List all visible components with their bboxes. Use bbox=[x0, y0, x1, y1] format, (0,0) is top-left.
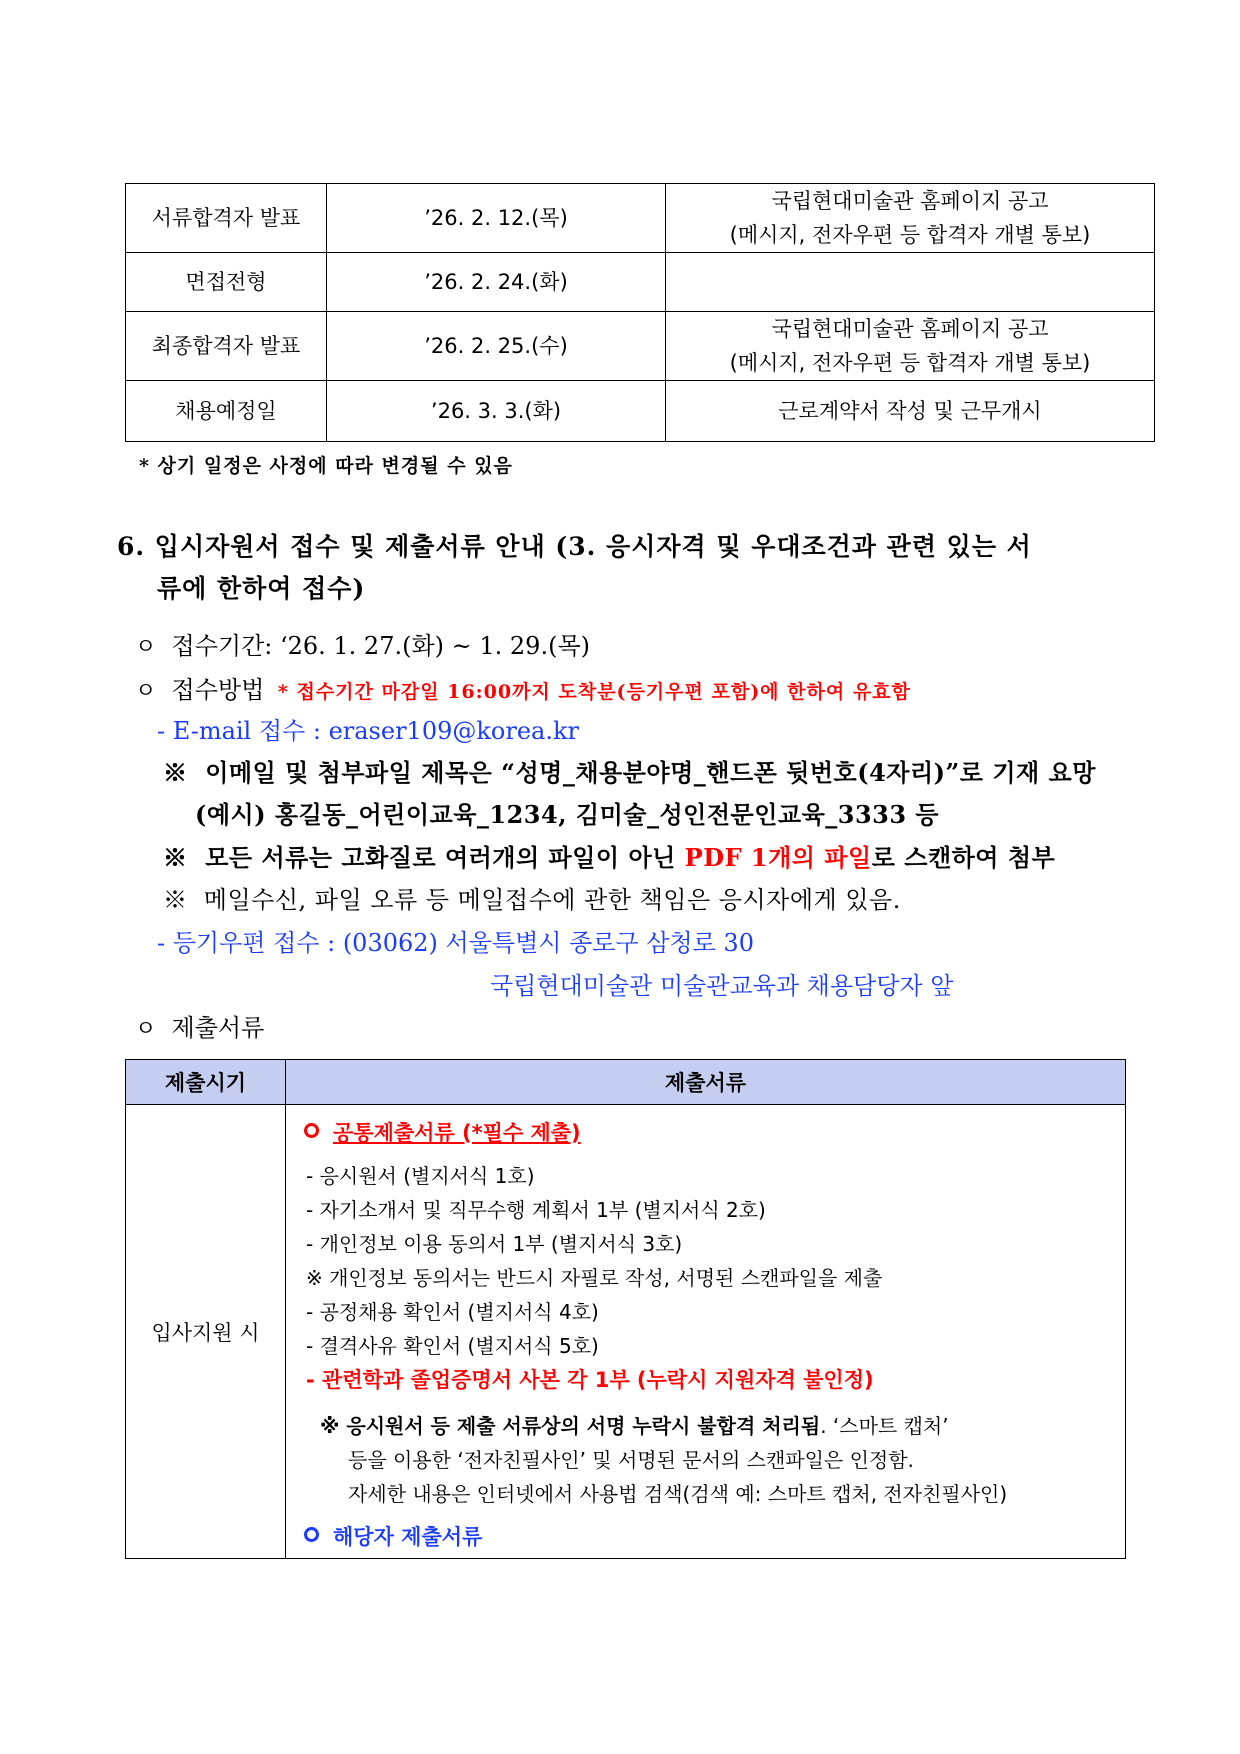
list-item: - 자기소개서 및 직무수행 계획서 1부 (별지서식 2호) bbox=[306, 1198, 766, 1222]
sign-note-line: 자세한 내용은 인터넷에서 사용법 검색(검색 예: 스마트 캡처, 전자친필사인) bbox=[348, 1482, 1008, 1506]
method-line bbox=[135, 670, 911, 705]
when-cell: 입사지원 시 bbox=[126, 1105, 286, 1559]
note-mark-icon: ※ bbox=[163, 886, 188, 914]
post-line-recipient: 국립현대미술관 미술관교육과 채용담당자 앞 bbox=[490, 972, 954, 1000]
schedule-table bbox=[125, 183, 1155, 442]
list-item: ※ 개인정보 동의서는 반드시 자필로 작성, 서명된 스캔파일을 제출 bbox=[306, 1266, 883, 1290]
period-line bbox=[135, 626, 590, 661]
note-line: (메시지, 전자우편 등 합격자 개별 통보) bbox=[729, 223, 1091, 247]
date-cell: ’26. 2. 25.(수) bbox=[327, 312, 666, 381]
note-title-format bbox=[163, 753, 1096, 788]
documents-table bbox=[125, 1059, 1126, 1559]
method-warning: * 접수기간 마감일 16:00까지 도착분(등기우편 포함)에 한하여 유효함 bbox=[277, 681, 911, 703]
circle-bullet-icon bbox=[304, 1527, 319, 1542]
list-item: - 응시원서 (별지서식 1호) bbox=[306, 1164, 535, 1188]
note-pdf bbox=[163, 838, 1055, 873]
table-row bbox=[126, 253, 1155, 312]
sign-note: ※ 응시원서 등 제출 서류상의 서명 누락시 불합격 처리됨. ‘스마트 캡처’ bbox=[320, 1414, 949, 1438]
date-cell: ’26. 2. 12.(목) bbox=[327, 184, 666, 253]
section-title-line: 류에 한하여 접수) bbox=[157, 574, 366, 603]
section-title-line: 6. 입시자원서 접수 및 제출서류 안내 (3. 응시자격 및 우대조건과 관련 있는 서 bbox=[117, 532, 1032, 561]
docs-label: 제출서류 bbox=[171, 1014, 265, 1042]
period-text: 접수기간: ‘26. 1. 27.(화) ~ 1. 29.(목) bbox=[171, 632, 590, 660]
docs-cell bbox=[286, 1105, 1126, 1559]
list-item: - 공정채용 확인서 (별지서식 4호) bbox=[306, 1300, 599, 1324]
header-when: 제출시기 bbox=[126, 1060, 286, 1105]
common-docs-heading: 공통제출서류 (*필수 제출) bbox=[286, 1115, 1125, 1151]
post-line: - 등기우편 접수 : (03062) 서울특별시 종로구 삼청로 30 bbox=[157, 929, 754, 957]
list-item: - 결격사유 확인서 (별지서식 5호) bbox=[306, 1334, 599, 1358]
bullet-icon: ㅇ bbox=[135, 679, 157, 704]
stage-cell: 면접전형 bbox=[126, 253, 327, 312]
date-cell: ’26. 2. 24.(화) bbox=[327, 253, 666, 312]
table-row bbox=[126, 312, 1155, 381]
method-label: 접수방법 bbox=[171, 676, 265, 704]
note-cell: 근로계약서 작성 및 근무개시 bbox=[666, 381, 1155, 442]
note-line: (메시지, 전자우편 등 합격자 개별 통보) bbox=[729, 351, 1091, 375]
docs-line bbox=[135, 1008, 264, 1043]
schedule-note: * 상기 일정은 사정에 따라 변경될 수 있음 bbox=[139, 455, 513, 477]
section-title bbox=[117, 526, 1127, 610]
table-row bbox=[126, 1105, 1126, 1559]
sign-note-line: 등을 이용한 ‘전자친필사인’ 및 서명된 문서의 스캔파일은 인정함. bbox=[348, 1448, 914, 1472]
note-responsibility bbox=[163, 880, 901, 915]
note-text: 메일수신, 파일 오류 등 메일접수에 관한 책임은 응시자에게 있음. bbox=[203, 886, 901, 914]
list-item: - 개인정보 이용 동의서 1부 (별지서식 3호) bbox=[306, 1232, 683, 1256]
extra-docs-heading: 해당자 제출서류 bbox=[286, 1519, 1125, 1555]
bullet-icon: ㅇ bbox=[135, 1017, 157, 1042]
stage-cell: 최종합격자 발표 bbox=[126, 312, 327, 381]
list-item-required: - 관련학과 졸업증명서 사본 각 1부 (누락시 지원자격 불인정) bbox=[306, 1368, 874, 1392]
email-line: - E-mail 접수 : eraser109@korea.kr bbox=[157, 717, 579, 745]
stage-cell: 서류합격자 발표 bbox=[126, 184, 327, 253]
table-row bbox=[126, 184, 1155, 253]
circle-bullet-icon bbox=[304, 1123, 319, 1138]
date-cell: ’26. 3. 3.(화) bbox=[327, 381, 666, 442]
table-row bbox=[126, 381, 1155, 442]
note-line: 국립현대미술관 홈페이지 공고 bbox=[771, 189, 1049, 213]
note-text: 로 스캔하여 첨부 bbox=[871, 843, 1056, 872]
note-cell bbox=[666, 184, 1155, 253]
bullet-icon: ㅇ bbox=[135, 635, 157, 660]
note-mark-icon: ※ bbox=[163, 843, 188, 872]
note-highlight: PDF 1개의 파일 bbox=[684, 843, 872, 872]
note-line: 국립현대미술관 홈페이지 공고 bbox=[771, 317, 1049, 341]
note-mark-icon: ※ bbox=[163, 758, 188, 787]
note-text: 이메일 및 첨부파일 제목은 “성명_채용분야명_핸드폰 뒷번호(4자리)”로 기재 요망 bbox=[205, 758, 1096, 787]
header-docs: 제출서류 bbox=[286, 1060, 1126, 1105]
table-header-row bbox=[126, 1060, 1126, 1105]
note-cell bbox=[666, 253, 1155, 312]
note-text: 모든 서류는 고화질로 여러개의 파일이 아닌 bbox=[205, 843, 685, 872]
note-cell bbox=[666, 312, 1155, 381]
note-example: (예시) 홍길동_어린이교육_1234, 김미술_성인전문인교육_3333 등 bbox=[195, 800, 940, 829]
stage-cell: 채용예정일 bbox=[126, 381, 327, 442]
